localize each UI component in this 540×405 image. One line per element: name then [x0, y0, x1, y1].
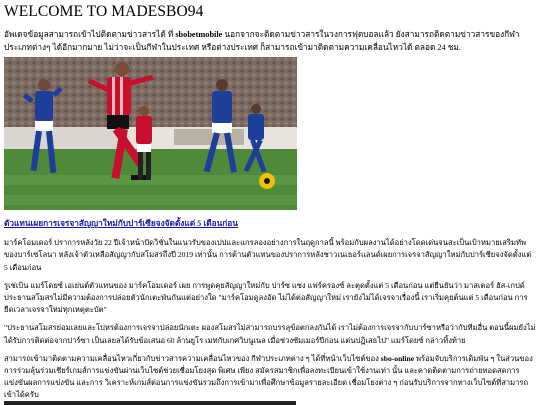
- football-ball: [259, 173, 275, 189]
- intro-text-before: อัพเดจข้อมูลสามารถเข้าไปติดตามข่าวสารได้ ที่: [4, 30, 176, 39]
- intro-paragraph: [4, 29, 536, 54]
- intro-text-after: นอกจากจะติดตามข่าวสารในวงการฟุตบอลแล้ว ยังสามารถติดตามข่าวสารของกีฬาประเภทต่างๆ ได้อีกมากมาย ไม่ว่าจะเป็นกีฬาในประเทศ หรือต่างประเทศ ก็สามารถเข้ามาติดตามความเคลื่อนไหวได้ ตลอด 24 ชม.: [4, 30, 520, 52]
- footer-text-after: พร้อมจับบริการเดิมพัน ๆ ในส่วนของการร่วมลุ้นร่วมเชียร์เกมส์การแข่งขันผ่านเว็บไซต์ช่วยเชื่อมโยงสุด พิเศษ เพียง สมัครสมาชิกเพื่อลงทะเบียนเข้าใช้งานเท่า นั้น และคาดติดตามการถ่ายทอดสดการแข่งขันผลการแข่งขัน และการ วิเคราะห์เกมส์ต่อนการแข่งขันรวมถึงการเข้ามาเพื่อศึกษาข้อมูลรายละเอียด เชื่อมโยงต่าง ๆ ก่อนรับบริการจากทางเว็บไซต์ที่สามารถเข้าได้ครับ: [4, 353, 533, 400]
- article-paragraph-1: มาร์คโอมเดอร์ ปราการหลังวัย 22 ปีเจ้าหน้าปัดวิชั่นในแนวรับของเปปและแกรลองอย่างการในฤดูกาลนี้ พร้อมกับผลงานได้อย่างโดดเด่นจนสะเป็นเป้าหมายเสริมทัพของบาร์เซโลนา หลังเจ้าตัวเหลือสัญญากับสโมสรถึงปี 2019 เท่านั้น การต้านตัวแทนของปราการหลังชาวเนเธอร์แลนด์เผยการเจรจาสัญญาใหม่กับปาร์เซียจงจัดตั้งแต่ 5 เดือนก่อน: [4, 238, 532, 272]
- footer-text-before: สามารถเข้ามาติดตามความเคลื่อนไหวเกี่ยวกับข่าวสารความเคลื่อนไหวของ กีฬาประเภทต่าง ๆ ได้ที่หน้าเว็บไซต์ของ: [4, 353, 381, 363]
- footer-paragraph: [4, 353, 536, 402]
- article-paragraph-2: รูเช่เบิน แมร์โดยซ์ เอเย่นต์ตัวแทนของ มาร์คโอมเดอร์ เผย การพูดคุยสัญญาใหม่กับ ปาร์ซ แซง แฟร์ครองซ์ ละตุดตั้งแต่ 5 เดือนก่อน แต่ยืนยันว่า มาสเตอร์ ฮัส-เกปด์ ประธานสโมสรไม่มีความต้องการปล่อยตัวนักเตะพันกันแต่อย่างใด "มาร์คโอมดูลงอัด ไม่ได้ต่อสัญญาใหม่ เรายังไม่ได้เจรจาเรื่องนี้ เราเริ่มคุยต้นแต่ 5 เดือนก่อน การยืดเวลาเจรจาใหม่ทุกเหตุตะบัต": [4, 280, 528, 315]
- article-paragraph-3: "ประธานสโมสรย่อมเลยและโปหรต้องการเจรจาปล่อยนักเตะ ผองสโมสรไม่สามารถบรรลุข้อตกลงกันได้ เราไม่ต้องการเจรจากับบาร์ซาหรือว่ากับทีมอื่น ตอนนี้ผมยังไม่ได้รับการติดต่อจากปาร์ซา เป็นเลยลได้รับข้อเสนอ 60 ล้านยูโร เมทกับเกศวิบนูเนล เมื่อช่วงซัมเมอร์ปีก่อน แต่นปฏิเสธไป" แมร์โดยซ์ กล่าวทิ้งท้าย: [4, 323, 536, 345]
- footer-brand: sbo-online: [380, 353, 415, 363]
- site-title: WELCOME TO MADESBO94: [4, 3, 204, 20]
- football-match-photo: [4, 57, 297, 210]
- headline-link[interactable]: ตัวแทนเผยการเจรจาสัญญาใหม่กับปาร์เซียจงจัดตั้งแต่ 5 เดือนก่อน: [4, 219, 238, 229]
- bottom-image-strip: [4, 401, 296, 405]
- intro-brand: sbobetmobile: [175, 30, 223, 39]
